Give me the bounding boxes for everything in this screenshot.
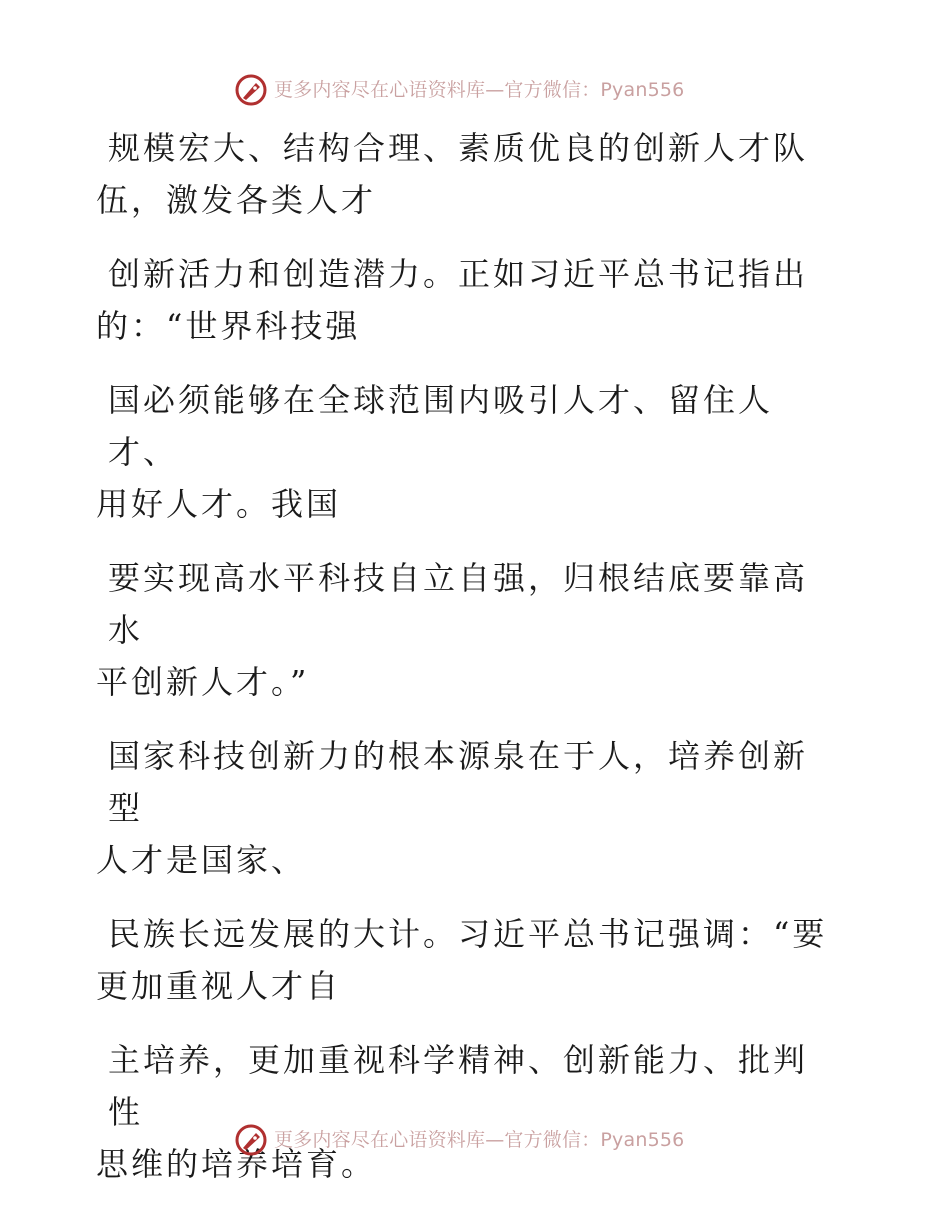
paragraph bbox=[96, 730, 836, 886]
pen-nib-logo-icon bbox=[234, 73, 268, 107]
paragraph-line: 伍，激发各类人才 bbox=[96, 181, 377, 219]
watermark-text: 更多内容尽在心语资料库—官方微信：Pyan556 bbox=[274, 79, 685, 101]
paragraph bbox=[96, 1034, 836, 1190]
paragraph bbox=[96, 552, 836, 708]
paragraph bbox=[96, 248, 836, 352]
header-watermark bbox=[234, 72, 684, 108]
paragraph-line: 规模宏大、结构合理、素质优良的创新人才队 bbox=[108, 129, 809, 167]
paragraph-line: 更加重视人才自 bbox=[96, 967, 342, 1005]
paragraph-line: 思维的培养培育。 bbox=[96, 1145, 377, 1183]
paragraph-line: 人才是国家、 bbox=[96, 841, 307, 879]
paragraph-line: 要实现高水平科技自立自强，归根结底要靠高水 bbox=[108, 559, 809, 649]
paragraph-line: 平创新人才。” bbox=[96, 663, 310, 701]
paragraph bbox=[96, 122, 836, 226]
paragraph bbox=[96, 908, 836, 1012]
document-body bbox=[96, 122, 836, 1212]
paragraph-line: 用好人才。我国 bbox=[96, 485, 342, 523]
pen-nib-logo-icon bbox=[234, 1123, 268, 1157]
paragraph-line: 国必须能够在全球范围内吸引人才、留住人才、 bbox=[108, 381, 774, 471]
paragraph-line: 国家科技创新力的根本源泉在于人，培养创新型 bbox=[108, 737, 809, 827]
footer-watermark bbox=[234, 1122, 684, 1158]
paragraph-line: 创新活力和创造潜力。正如习近平总书记指出 bbox=[108, 255, 809, 293]
paragraph bbox=[96, 374, 836, 530]
paragraph-line: 民族长远发展的大计。习近平总书记强调：“要 bbox=[108, 915, 828, 953]
paragraph-line: 的：“世界科技强 bbox=[96, 307, 361, 345]
paragraph-line: 主培养，更加重视科学精神、创新能力、批判性 bbox=[108, 1041, 809, 1131]
watermark-text: 更多内容尽在心语资料库—官方微信：Pyan556 bbox=[274, 1129, 685, 1151]
